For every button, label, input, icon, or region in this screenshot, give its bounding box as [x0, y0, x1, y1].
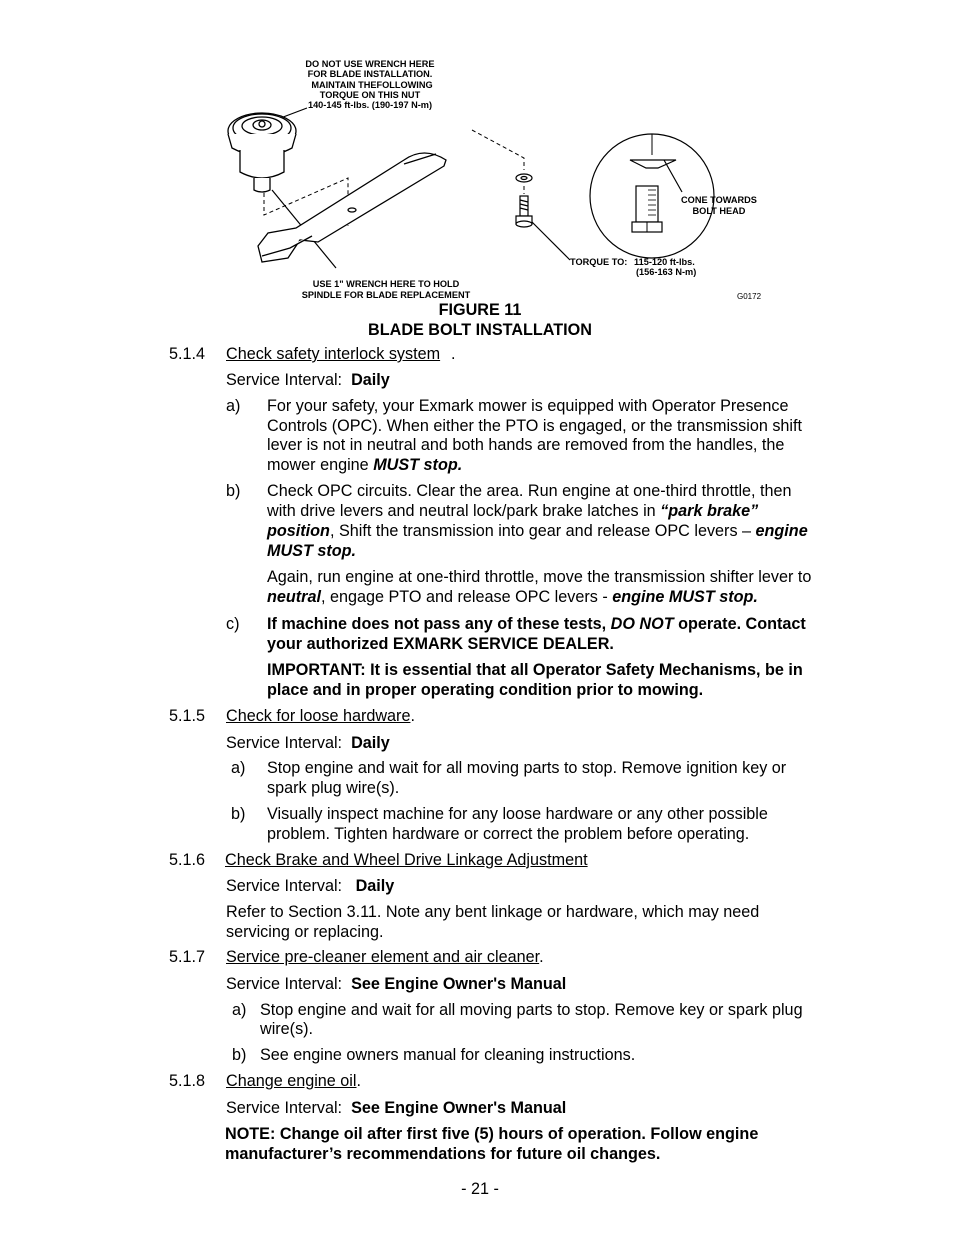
list-label-a: a) [232, 1001, 247, 1019]
torque-value-1: 115-120 ft-lbs. [634, 257, 695, 267]
section-5-1-6-number: 5.1.6 [169, 851, 206, 869]
important-note-1: IMPORTANT: It is essential that all Operator Safety Mechanisms, be in [267, 661, 803, 679]
para-5-1-4-a-1: For your safety, your Exmark mower is equipped with Operator Presence [267, 397, 789, 415]
torque-label: TORQUE TO: [570, 257, 628, 267]
section-5-1-4-title-text: Check safety interlock system [226, 345, 441, 363]
emphasis: engine MUST stop. [612, 588, 758, 606]
spindle-assembly [228, 113, 296, 192]
text-run: with drive levers and neutral lock/park brake latches in [267, 502, 661, 520]
para-5-1-4-b-p2-1: Again, run engine at one-third throttle, move the transmission shifter lever to [267, 568, 812, 586]
section-5-1-8-title-text: Change engine oil [226, 1072, 357, 1090]
figure-code: G0172 [737, 292, 762, 301]
emphasis: “park brake” [660, 502, 759, 520]
interval-label: Service Interval: [226, 734, 343, 752]
callout-spindle-2: SPINDLE FOR BLADE REPLACEMENT [301, 290, 471, 300]
text-run: If machine does not pass any of these tests, [267, 615, 611, 633]
para-5-1-5-a-2: spark plug wire(s). [267, 779, 400, 797]
section-5-1-7-title-text: Service pre-cleaner element and air cleaner [226, 948, 540, 966]
para-5-1-5-b-2: problem. Tighten hardware or correct the problem before operating. [267, 825, 750, 843]
interval-value: See Engine Owner's Manual [351, 1099, 567, 1117]
para-5-1-5-a-1: Stop engine and wait for all moving parts to stop. Remove ignition key or [267, 759, 787, 777]
section-5-1-8-title: Change engine oil. [226, 1072, 362, 1090]
para-5-1-4-c-2: your authorized EXMARK SERVICE DEALER. [267, 635, 614, 653]
service-interval-5-1-7 [226, 974, 566, 994]
emphasis: neutral [267, 588, 321, 606]
para-5-1-4-b-1: Check OPC circuits. Clear the area. Run engine at one-third throttle, then [267, 482, 792, 500]
note-oil-1: NOTE: Change oil after first five (5) hours of operation. Follow engine [225, 1125, 759, 1143]
para-5-1-5-b-1: Visually inspect machine for any loose hardware or any other possible [267, 805, 768, 823]
callout-nut-5: 140-145 ft-lbs. (190-197 N-m) [307, 100, 433, 110]
section-5-1-5-title-text: Check for loose hardware [226, 707, 411, 725]
para-5-1-4-b-4: MUST stop. [267, 542, 357, 560]
interval-label: Service Interval: [226, 975, 343, 993]
figure-title: BLADE BOLT INSTALLATION [368, 321, 592, 339]
section-5-1-7-number: 5.1.7 [169, 948, 206, 966]
list-label-c: c) [226, 615, 240, 633]
interval-value: Daily [351, 371, 390, 389]
interval-value: Daily [355, 877, 395, 895]
para-5-1-4-b-3 [267, 521, 808, 541]
callout-nut-3: MAINTAIN THEFOLLOWING [311, 80, 433, 90]
text-run: , engage PTO and release OPC levers - [320, 588, 613, 606]
para-5-1-4-a-4 [267, 455, 462, 475]
callout-nut-2: FOR BLADE INSTALLATION. [307, 69, 433, 79]
callout-nut-4: TORQUE ON THIS NUT [319, 90, 421, 100]
callout-spindle-1: USE 1" WRENCH HERE TO HOLD [312, 279, 460, 289]
figure-number: FIGURE 11 [438, 301, 522, 319]
section-5-1-6-title: Check Brake and Wheel Drive Linkage Adjustment [225, 851, 588, 869]
text-run: , Shift the transmission into gear and release OPC levers – [329, 522, 756, 540]
interval-value: See Engine Owner's Manual [351, 975, 567, 993]
note-oil-2: manufacturer’s recommendations for future oil changes. [225, 1145, 661, 1163]
interval-label: Service Interval: [226, 1099, 343, 1117]
list-label-a: a) [226, 397, 241, 415]
torque-value-2: (156-163 N-m) [636, 267, 697, 277]
callout-nut-1: DO NOT USE WRENCH HERE [305, 59, 435, 69]
callout-cone-2: BOLT HEAD [692, 206, 746, 216]
section-5-1-4-number: 5.1.4 [169, 345, 206, 363]
section-5-1-5-number: 5.1.5 [169, 707, 206, 725]
text-run: mower engine [267, 456, 374, 474]
emphasis: position [267, 522, 330, 540]
para-5-1-6-2: servicing or replacing. [226, 923, 384, 941]
interval-label: Service Interval: [226, 877, 343, 895]
para-5-1-7-a-2: wire(s). [260, 1020, 314, 1038]
list-label-a: a) [231, 759, 246, 777]
section-5-1-5-title: Check for loose hardware. [226, 707, 415, 725]
page-number: - 21 - [461, 1180, 499, 1198]
leader-bolt [532, 222, 570, 260]
service-interval-5-1-8 [226, 1098, 566, 1118]
para-5-1-7-b-1: See engine owners manual for cleaning instructions. [260, 1046, 636, 1064]
list-label-b: b) [226, 482, 241, 500]
service-interval-5-1-4 [226, 370, 390, 390]
list-label-b: b) [232, 1046, 247, 1064]
para-5-1-4-a-2: Controls (OPC). When either the PTO is engaged, or the transmission shift [267, 417, 803, 435]
para-5-1-6-1: Refer to Section 3.11. Note any bent linkage or hardware, which may need [226, 903, 760, 921]
para-5-1-7-a-1: Stop engine and wait for all moving parts to stop. Remove key or spark plug [260, 1001, 803, 1019]
section-5-1-4-title [226, 344, 440, 364]
para-5-1-4-b-p2-2 [267, 587, 758, 607]
interval-value: Daily [351, 734, 390, 752]
section-5-1-7-title: Service pre-cleaner element and air cleaner. [226, 948, 544, 966]
service-interval-5-1-6 [226, 876, 394, 896]
callout-cone-1: CONE TOWARDS [681, 195, 757, 205]
section-5-1-8-number: 5.1.8 [169, 1072, 206, 1090]
interval-label: Service Interval: [226, 371, 343, 389]
emphasis: engine [755, 522, 808, 540]
blade-bolt [516, 174, 532, 227]
para-5-1-4-a-3: lever is not in neutral and both hands are removed from the handles, the [267, 436, 785, 454]
para-5-1-4-c-1 [267, 614, 806, 634]
section-5-1-4-period: . [451, 345, 456, 363]
important-note-2: place and in proper operating condition prior to mowing. [267, 681, 704, 699]
text-run: operate. Contact [673, 615, 806, 633]
emphasis: MUST stop. [373, 456, 463, 474]
blade-bolt-diagram [0, 0, 954, 305]
service-interval-5-1-5 [226, 733, 390, 753]
para-5-1-4-b-2 [267, 501, 758, 521]
emphasis: DO NOT [610, 615, 674, 633]
list-label-b: b) [231, 805, 246, 823]
